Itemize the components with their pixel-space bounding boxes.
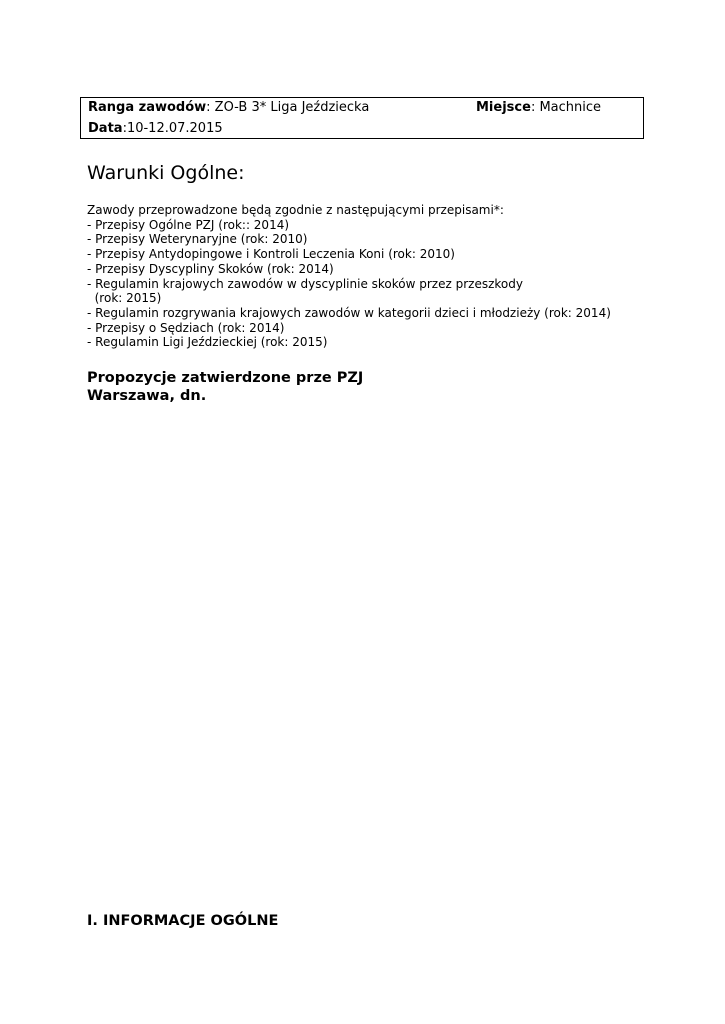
competition-rank — [88, 100, 369, 116]
list-item: - Przepisy o Sędziach (rok: 2014) — [87, 320, 285, 335]
date-value: :10-12.07.2015 — [122, 121, 223, 136]
approval-note — [87, 369, 363, 405]
rank-value: : ZO-B 3* Liga Jeździecka — [206, 100, 370, 115]
list-item: - Regulamin krajowych zawodów w dyscyplinie skoków przez przeszkody — [87, 276, 523, 291]
approval-line: Propozycje zatwierdzone prze PZJ — [87, 370, 364, 386]
general-conditions-title: Warunki Ogólne: — [87, 162, 245, 184]
list-item: (rok: 2015) — [87, 291, 162, 306]
approval-place-date: Warszawa, dn. — [87, 388, 207, 404]
place-value: : Machnice — [530, 100, 602, 115]
general-conditions-intro: Zawody przeprowadzone będą zgodnie z następującymi przepisami*: — [87, 203, 504, 217]
place-label: Miejsce — [476, 100, 531, 115]
list-item: - Przepisy Ogólne PZJ (rok:: 2014) — [87, 217, 290, 232]
competition-header-box — [80, 97, 644, 139]
list-item: - Przepisy Antydopingowe i Kontroli Leczenia Koni (rok: 2010) — [87, 247, 455, 262]
competition-place — [476, 100, 601, 116]
regulations-list — [87, 218, 611, 350]
date-label: Data — [88, 121, 123, 136]
chapter-heading: I. INFORMACJE OGÓLNE — [87, 913, 279, 929]
list-item: - Regulamin Ligi Jeździeckiej (rok: 2015) — [87, 335, 328, 350]
list-item: - Przepisy Dyscypliny Skoków (rok: 2014) — [87, 261, 334, 276]
competition-date — [88, 121, 223, 137]
list-item: - Regulamin rozgrywania krajowych zawodów w kategorii dzieci i młodzieży (rok: 2014) — [87, 305, 611, 320]
rank-label: Ranga zawodów — [88, 100, 207, 115]
list-item: - Przepisy Weterynaryjne (rok: 2010) — [87, 232, 308, 247]
